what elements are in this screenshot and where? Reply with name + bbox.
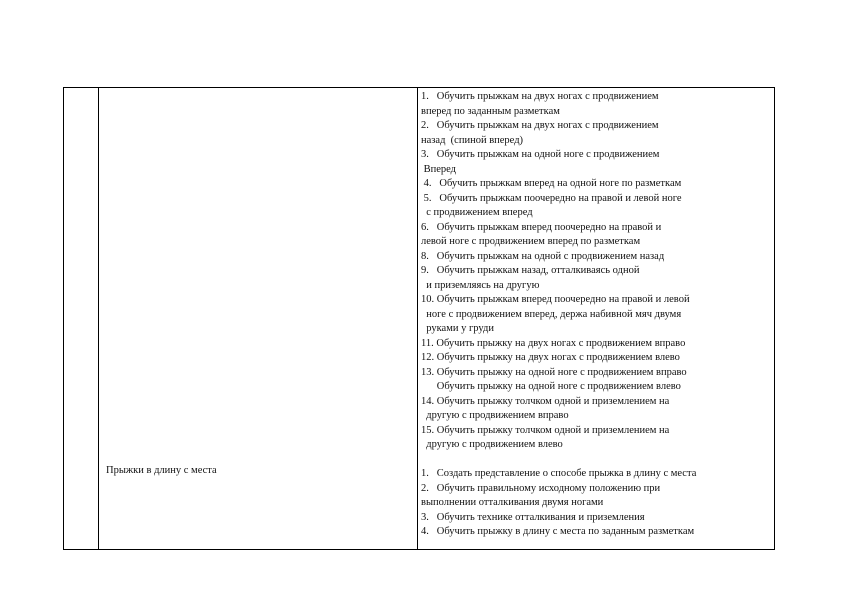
lesson-table — [63, 87, 775, 550]
list-item: 2. Обучить прыжкам на двух ногах с продвижением — [421, 120, 659, 131]
list-item: левой ноге с продвижением вперед по разметкам — [421, 236, 641, 247]
list-item: другую с продвижением влево — [421, 439, 563, 450]
list-gap — [421, 453, 771, 468]
list-item: руками у груди — [421, 323, 494, 334]
list-item: другую с продвижением вправо — [421, 410, 569, 421]
list-item: 15. Обучить прыжку толчком одной и приземлением на — [421, 424, 670, 436]
list-item: Вперед — [421, 163, 457, 175]
column-divider-1 — [98, 88, 99, 549]
list-item: выполнении отталкивания двумя ногами — [421, 497, 604, 508]
list-item: Обучить прыжку на одной ноге с продвижением влево — [421, 381, 681, 392]
list-item: 9. Обучить прыжкам назад, отталкиваясь одной — [421, 265, 640, 276]
list-item: 4. Обучить прыжку в длину с места по заданным разметкам — [421, 526, 695, 537]
list-item: с продвижением вперед — [421, 207, 533, 218]
list-item: 3. Обучить прыжкам на одной ноге с продвижением — [421, 149, 660, 160]
list-item: 1. Обучить прыжкам на двух ногах с продвижением — [421, 91, 659, 102]
column-divider-2 — [417, 88, 418, 549]
list-item: ноге с продвижением вперед, держа набивной мяч двумя — [421, 308, 682, 320]
jump-exercise-list — [421, 90, 771, 453]
list-item: 6. Обучить прыжкам вперед поочередно на правой и — [421, 221, 662, 233]
list-item: 13. Обучить прыжку на одной ноге с продвижением вправо — [421, 366, 687, 378]
list-item: 14. Обучить прыжку толчком одной и приземлением на — [421, 395, 670, 407]
list-item: и приземляясь на другую — [421, 279, 540, 291]
list-item: 10. Обучить прыжкам вперед поочередно на правой и левой — [421, 294, 690, 305]
list-item: 11. Обучить прыжку на двух ногах с продвижением вправо — [421, 337, 686, 349]
list-item: 2. Обучить правильному исходному положению при — [421, 482, 661, 494]
list-item: 1. Создать представление о способе прыжка в длину с места — [421, 468, 697, 479]
list-item: 3. Обучить технике отталкивания и приземления — [421, 511, 645, 523]
long-jump-exercise-list — [421, 467, 771, 540]
list-item: 12. Обучить прыжку на двух ногах с продвижением влево — [421, 352, 680, 363]
list-item: назад (спиной вперед) — [421, 134, 524, 146]
tasks-cell — [421, 90, 771, 540]
list-item: 8. Обучить прыжкам на одной с продвижением назад — [421, 250, 665, 262]
list-item: вперед по заданным разметкам — [421, 105, 560, 117]
list-item: 4. Обучить прыжкам вперед на одной ноге по разметкам — [421, 178, 682, 189]
list-item: 5. Обучить прыжкам поочередно на правой и левой ноге — [421, 192, 682, 204]
topic-cell: Прыжки в длину с места — [106, 465, 217, 476]
